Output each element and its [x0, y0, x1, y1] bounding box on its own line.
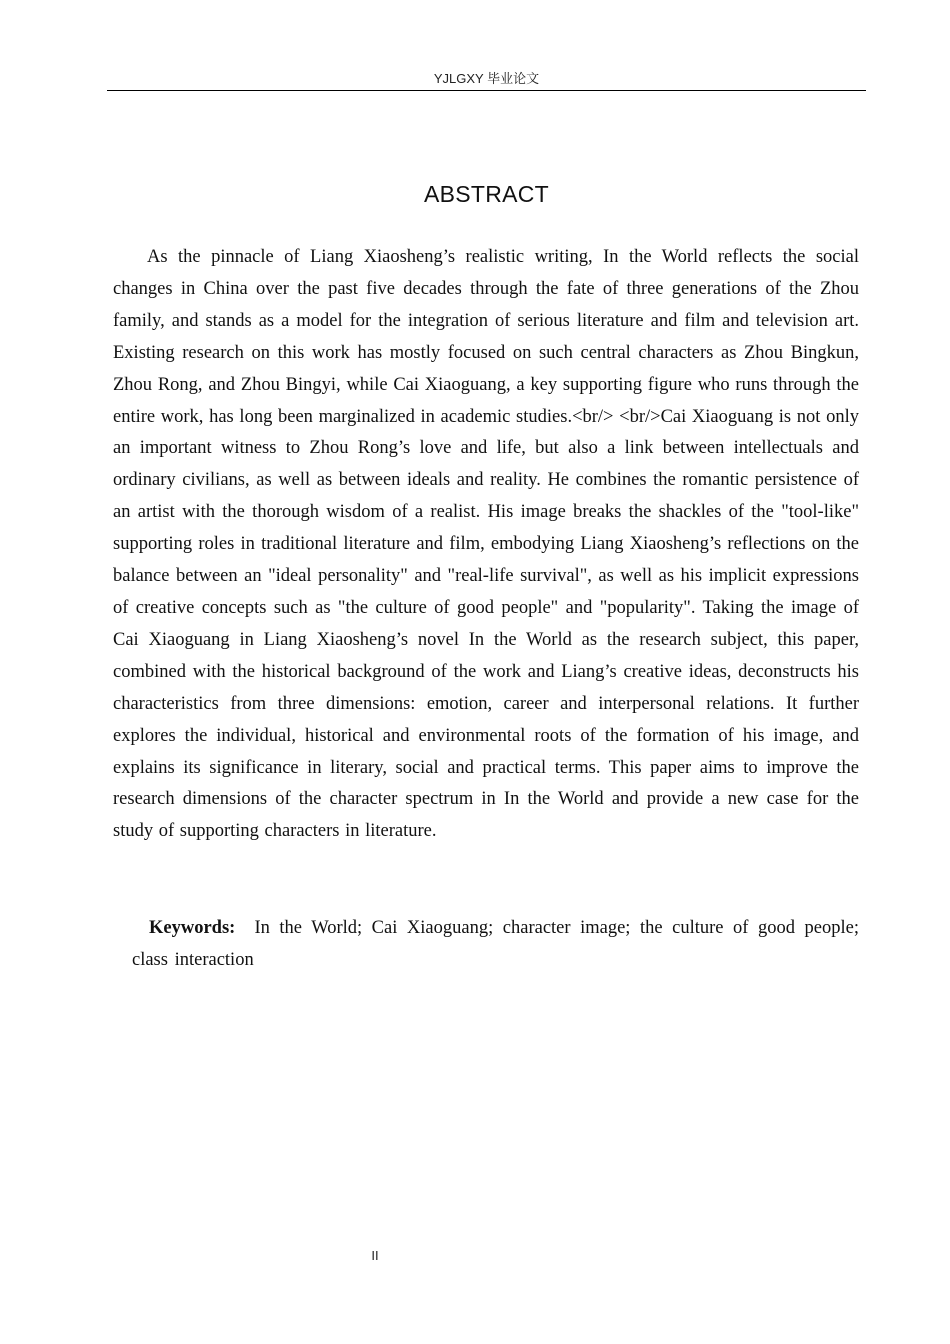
- keywords-text: In the World; Cai Xiaoguang; character image; the culture of good people; class interaction: [132, 918, 860, 970]
- page-header: [107, 70, 866, 91]
- abstract-body: As the pinnacle of Liang Xiaosheng’s realistic writing, In the World reflects the social changes in China over the past five decades through the fate of three generations of the Zhou family, and stands as a model for the integration of serious literature and film and television art. Existing research on this work has mostly focused on such central characters as Zhou Bingkun, Zhou Rong, and Zhou Bingyi, while Cai Xiaoguang, a key supporting figure who runs through the entire work, has long been marginalized in academic studies.<br/> <br/>Cai Xiaoguang is not only an important witness to Zhou Rong’s love and life, but also a link between intellectuals and ordinary civilians, as well as between ideals and reality. He combines the romantic persistence of an artist with the thorough wisdom of a realist. His image breaks the shackles of the "tool-like" supporting roles in traditional literature and film, embodying Liang Xiaosheng’s reflections on the balance between an "ideal personality" and "real-life survival", as well as his implicit expressions of creative concepts such as "the culture of good people" and "popularity". Taking the image of Cai Xiaoguang in Liang Xiaosheng’s novel In the World as the research subject, this paper, combined with the historical background of the work and Liang’s creative ideas, deconstructs his characteristics from three dimensions: emotion, career and interpersonal relations. It further explores the individual, historical and environmental roots of the formation of his image, and explains its significance in literary, social and practical terms. This paper aims to improve the research dimensions of the character spectrum in In the World and provide a new case for the study of supporting characters in literature.: [113, 247, 859, 842]
- keywords-line: [132, 912, 859, 976]
- page-number: II: [371, 1248, 379, 1263]
- header-text: YJLGXY 毕业论文: [433, 71, 540, 86]
- keywords-label: Keywords:: [149, 918, 236, 938]
- abstract-title: ABSTRACT: [423, 181, 550, 207]
